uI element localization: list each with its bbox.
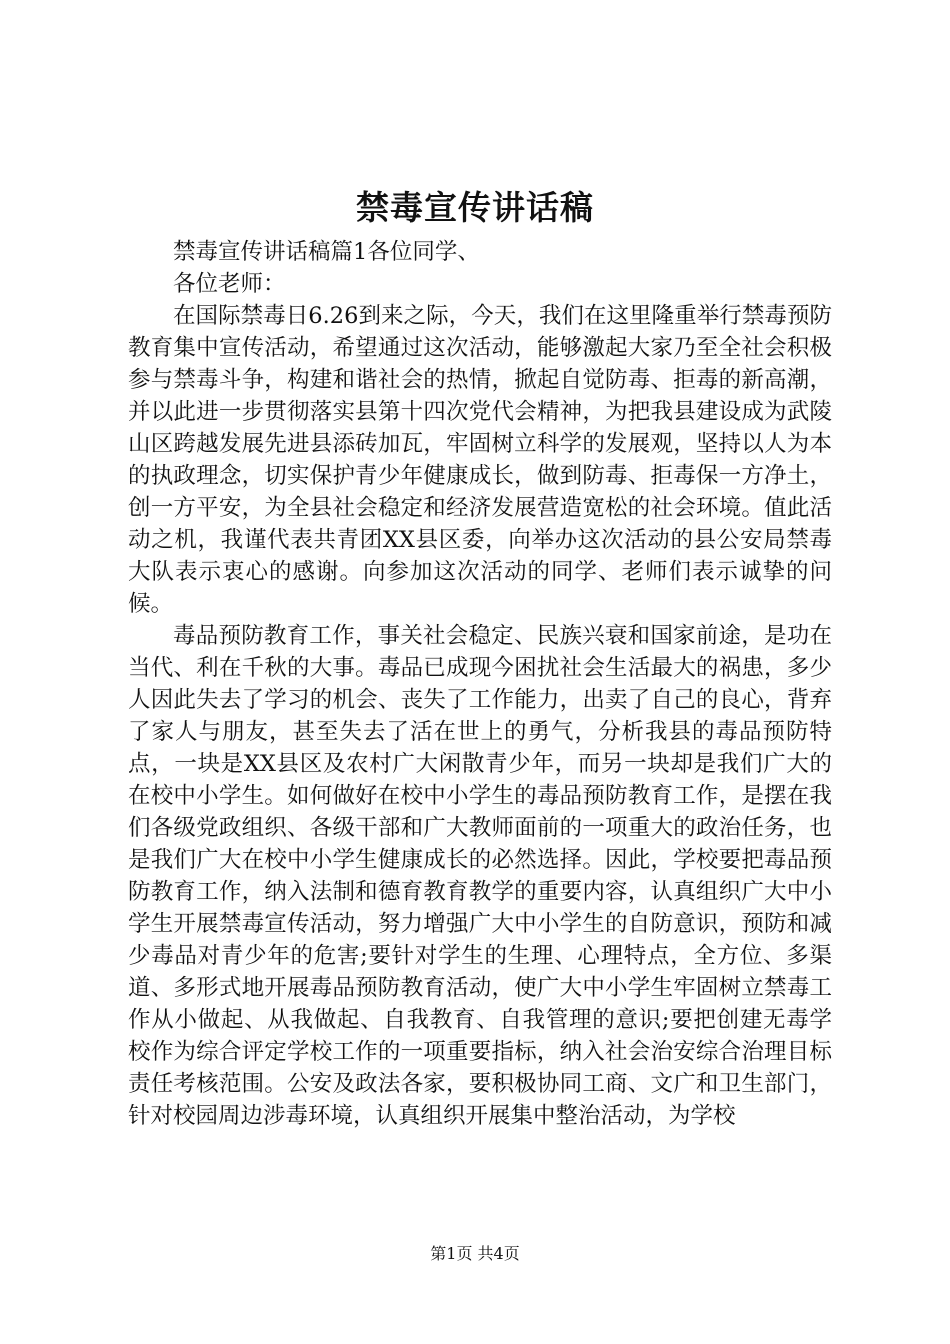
paragraph-salutation: 各位老师： <box>173 271 286 297</box>
paragraph-body: 毒品预防教育工作，事关社会稳定、民族兴衰和国家前途，是功在当代、利在千秋的大事。毒品已成现今困扰社会生活最大的祸患，多少人因此失去了学习的机会、丧失了工作能力，出卖了自己的良心，背弃了家人与朋友，甚至失去了活在世上的勇气，分析我县的毒品预防特点，一块是XX县区及农村广大闲散青少年，而另一块却是我们广大的在校中小学生。如何做好在校中小学生的毒品预防教育工作，是摆在我们各级党政组织、各级干部和广大教师面前的一项重大的政治任务，也是我们广大在校中小学生健康成长的必然选择。因此，学校要把毒品预防教育工作，纳入法制和德育教育教学的重要内容，认真组织广大中小学生开展禁毒宣传活动，努力增强广大中小学生的自防意识，预防和减少毒品对青少年的危害;要针对学生的生理、心理特点，全方位、多渠道、多形式地开展毒品预防教育活动，使广大中小学生牢固树立禁毒工作从小做起、从我做起、自我教育、自我管理的意识;要把创建无毒学校作为综合评定学校工作的一项重要指标，纳入社会治安综合治理目标责任考核范围。公安及政法各家，要积极协同工商、文广和卫生部门，针对校园周边涉毒环境，认真组织开展集中整治活动，为学校 <box>128 623 832 1129</box>
document-title: 禁毒宣传讲话稿 <box>356 188 594 227</box>
page-number-footer: 第1页 共4页 <box>430 1244 520 1263</box>
paragraph-heading-line: 禁毒宣传讲话稿篇1各位同学、 <box>173 239 480 265</box>
document-body <box>128 236 832 1132</box>
paragraph-body: 在国际禁毒日6.26到来之际，今天，我们在这里隆重举行禁毒预防教育集中宣传活动，希望通过这次活动，能够激起大家乃至全社会积极参与禁毒斗争，构建和谐社会的热情，掀起自觉防毒、拒毒的新高潮，并以此进一步贯彻落实县第十四次党代会精神，为把我县建设成为武陵山区跨越发展先进县添砖加瓦，牢固树立科学的发展观，坚持以人为本的执政理念，切实保护青少年健康成长，做到防毒、拒毒保一方净土，创一方平安，为全县社会稳定和经济发展营造宽松的社会环境。值此活动之机，我谨代表共青团XX县区委，向举办这次活动的县公安局禁毒大队表示衷心的感谢。向参加这次活动的同学、老师们表示诚挚的问候。 <box>128 303 832 617</box>
